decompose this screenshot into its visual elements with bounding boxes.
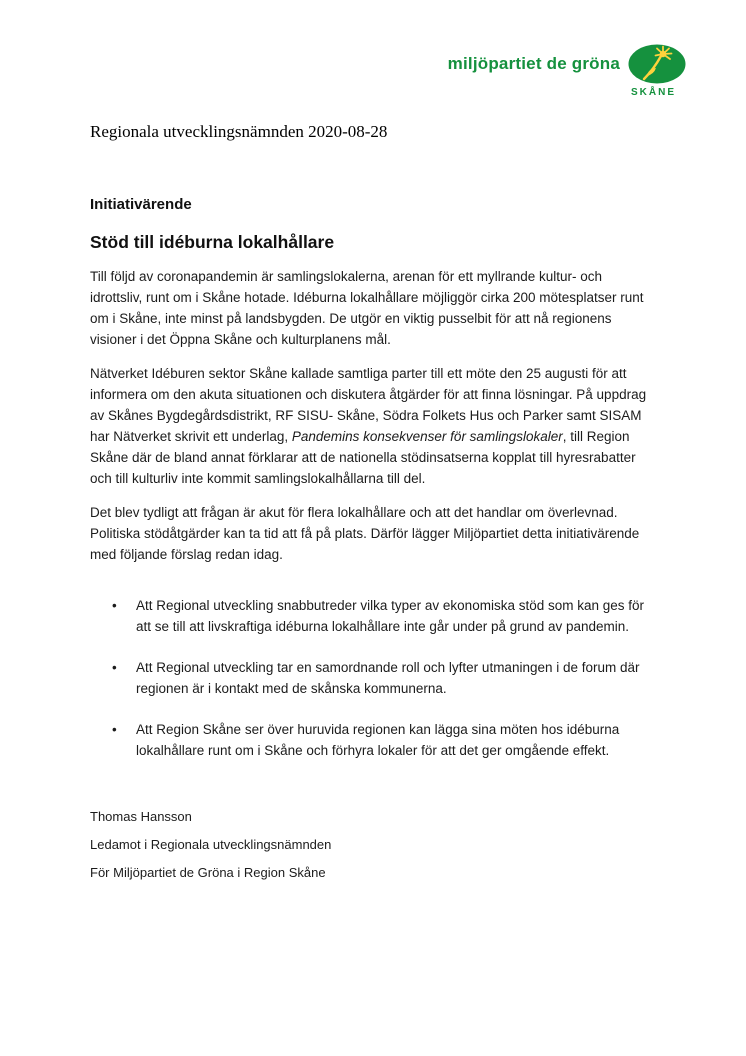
signature-role: Ledamot i Regionala utvecklingsnämnden (90, 837, 332, 852)
mp-logo-wordmark: miljöpartiet de gröna (447, 54, 620, 73)
signature-block (90, 809, 651, 881)
mp-logo-region: SKÅNE (630, 87, 676, 98)
paragraph-2-before: Nätverket Idéburen sektor Skåne kallade samtliga parter till ett möte den 25 augusti för att informera om den akuta situationen och diskutera åtgärder för att finna lösningar. På uppdrag av Skånes Bygdegårdsdistrikt, RF SISU- Skåne, Södra Folkets Hus och Parker samt SISAM har Nätverket skrivit ett underlag, (90, 366, 647, 444)
paragraph-1: Till följd av coronapandemin är samlingslokalerna, arenan för ett myllrande kultur- och idrottsliv, runt om i Skåne hotade. Idéburna lokalhållare möjliggör cirka 200 mötesplatser runt om i Skåne, inte minst på landsbygden. De utgör en viktig pusselbit för att nå regionens visioner i det Öppna Skåne och kulturplanens mål. (90, 269, 644, 347)
paragraph-2 (90, 363, 651, 489)
paragraph-2-after: , till Region Skåne där de bland annat förklarar att de nationella stödinsatserna kopplat till hyresrabatter och till kulturliv inte kommit samlingslokalhållarna till del. (90, 429, 636, 486)
paragraph-2-report-title: Pandemins konsekvenser för samlingslokaler (291, 429, 563, 444)
proposal-bullet-3: • Att Region Skåne ser över huruvida regionen kan lägga sina möten hos idéburna lokalhållare runt om i Skåne och förhyra lokaler för att det ger omgående effekt. (90, 719, 651, 761)
dandelion-logo-icon (628, 44, 686, 84)
proposal-bullet-1: • Att Regional utveckling snabbutreder vilka typer av ekonomiska stöd som kan ges för att se till att livskraftiga idéburna lokalhållare inte går under på grund av pandemin. (90, 595, 651, 637)
proposal-bullet-list (90, 595, 651, 761)
paragraph-3: Det blev tydligt att frågan är akut för flera lokalhållare och att det handlar om överlevnad. Politiska stödåtgärder kan ta tid att få på plats. Därför lägger Miljöpartiet detta initiativärende med följande förslag redan idag. (90, 505, 640, 562)
mp-logo (426, 44, 686, 98)
document-heading-initiativarende: Initiativärende (90, 196, 192, 213)
document-title: Stöd till idéburna lokalhållare (90, 232, 335, 252)
proposal-bullet-2: • Att Regional utveckling tar en samordnande roll och lyfter utmaningen i de forum där regionen är i kontakt med de skånska kommunerna. (90, 657, 651, 699)
signature-org: För Miljöpartiet de Gröna i Region Skåne (90, 865, 326, 880)
committee-date-line: Regionala utvecklingsnämnden 2020-08-28 (90, 122, 388, 141)
signature-name: Thomas Hansson (90, 809, 192, 824)
